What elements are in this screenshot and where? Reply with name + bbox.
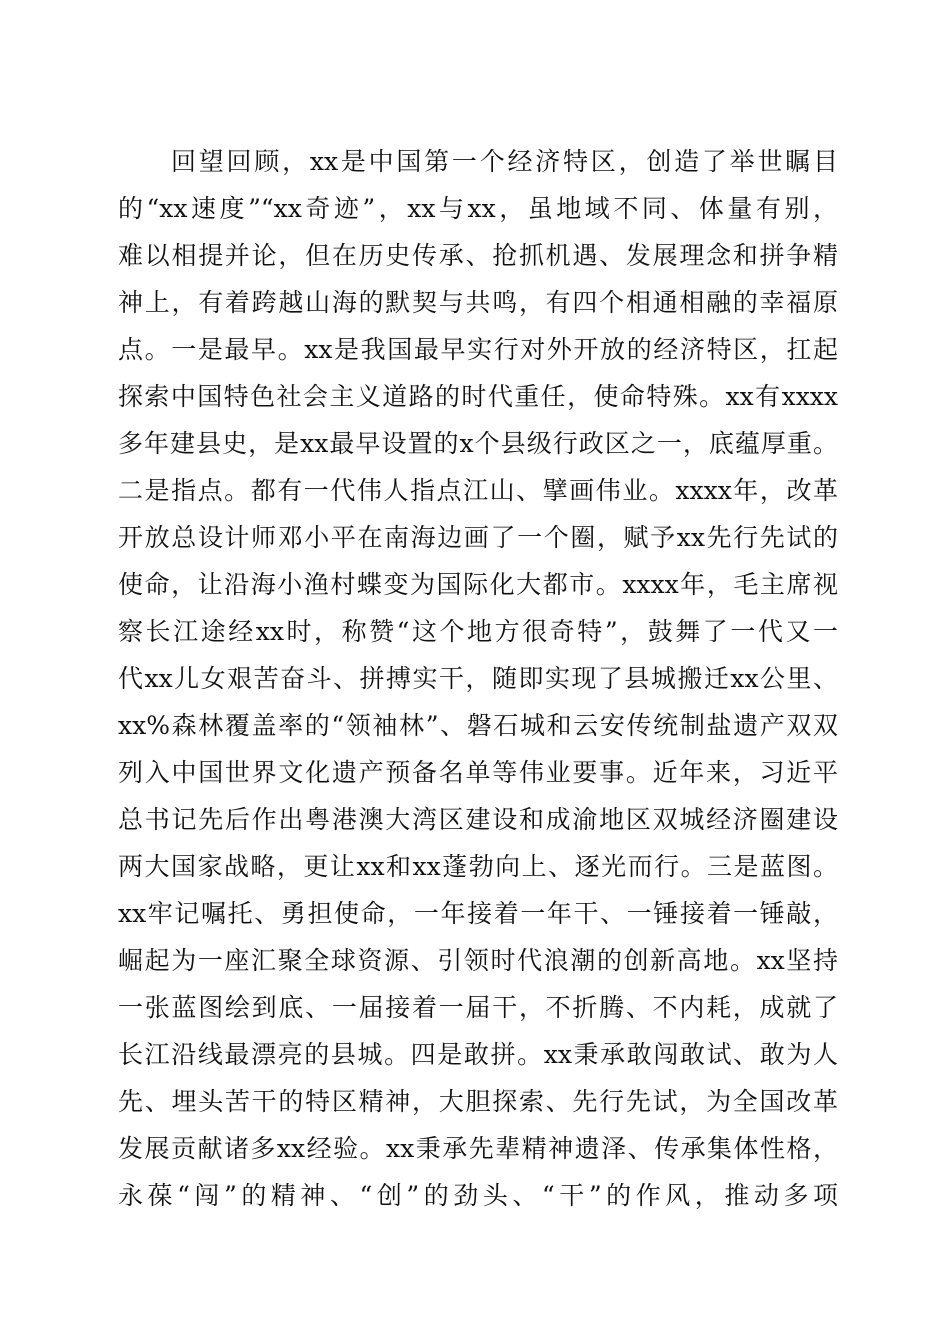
paragraph-line: 代xx儿女艰苦奋斗、拼搏实干，随即实现了县城搬迁xx公里、 <box>118 664 838 693</box>
paragraph-line: 回望回顾，xx是中国第一个经济特区，创造了举世瞩目 <box>171 147 838 176</box>
paragraph-line: xx牢记嘱托、勇担使命，一年接着一年干、一锤接着一锤敲， <box>118 899 838 928</box>
paragraph-line: 一张蓝图绘到底、一届接着一届干，不折腾、不内耗，成就了 <box>118 993 838 1022</box>
paragraph-line: 两大国家战略，更让xx和xx蓬勃向上、逐光而行。三是蓝图。 <box>118 852 838 881</box>
paragraph-line: 永葆“闯”的精神、“创”的劲头、“干”的作风，推动多项 <box>118 1181 838 1210</box>
paragraph-line: 神上，有着跨越山海的默契与共鸣，有四个相通相融的幸福原 <box>118 288 838 317</box>
paragraph-line: 长江沿线最漂亮的县城。四是敢拼。xx秉承敢闯敢试、敢为人 <box>118 1040 838 1069</box>
paragraph-line: 先、埋头苦干的特区精神，大胆探索、先行先试，为全国改革 <box>118 1087 838 1116</box>
paragraph-line: 的“xx速度”“xx奇迹”，xx与xx，虽地域不同、体量有别， <box>118 194 838 223</box>
paragraph-line: 开放总设计师邓小平在南海边画了一个圈，赋予xx先行先试的 <box>118 523 838 552</box>
paragraph-line: 难以相提并论，但在历史传承、抢抓机遇、发展理念和拼争精 <box>118 241 838 270</box>
paragraph-line: 发展贡献诸多xx经验。xx秉承先辈精神遗泽、传承集体性格， <box>118 1134 838 1163</box>
paragraph-line: 列入中国世界文化遗产预备名单等伟业要事。近年来，习近平 <box>118 758 838 787</box>
paragraph-line: 崛起为一座汇聚全球资源、引领时代浪潮的创新高地。xx坚持 <box>118 946 838 975</box>
paragraph-line: 总书记先后作出粤港澳大湾区建设和成渝地区双城经济圈建设 <box>118 805 838 834</box>
paragraph-line: 点。一是最早。xx是我国最早实行对外开放的经济特区，扛起 <box>118 335 838 364</box>
paragraph-line: 使命，让沿海小渔村蝶变为国际化大都市。xxxx年，毛主席视 <box>118 570 838 599</box>
paragraph-line: 多年建县史，是xx最早设置的x个县级行政区之一，底蕴厚重。 <box>118 429 838 458</box>
paragraph-line: 察长江途经xx时，称赞“这个地方很奇特”，鼓舞了一代又一 <box>118 617 838 646</box>
paragraph-line: xx%森林覆盖率的“领袖林”、磐石城和云安传统制盐遗产双双 <box>118 711 838 740</box>
paragraph-line: 探索中国特色社会主义道路的时代重任，使命特殊。xx有xxxx <box>118 382 838 411</box>
paragraph-line: 二是指点。都有一代伟人指点江山、擘画伟业。xxxx年，改革 <box>118 476 838 505</box>
